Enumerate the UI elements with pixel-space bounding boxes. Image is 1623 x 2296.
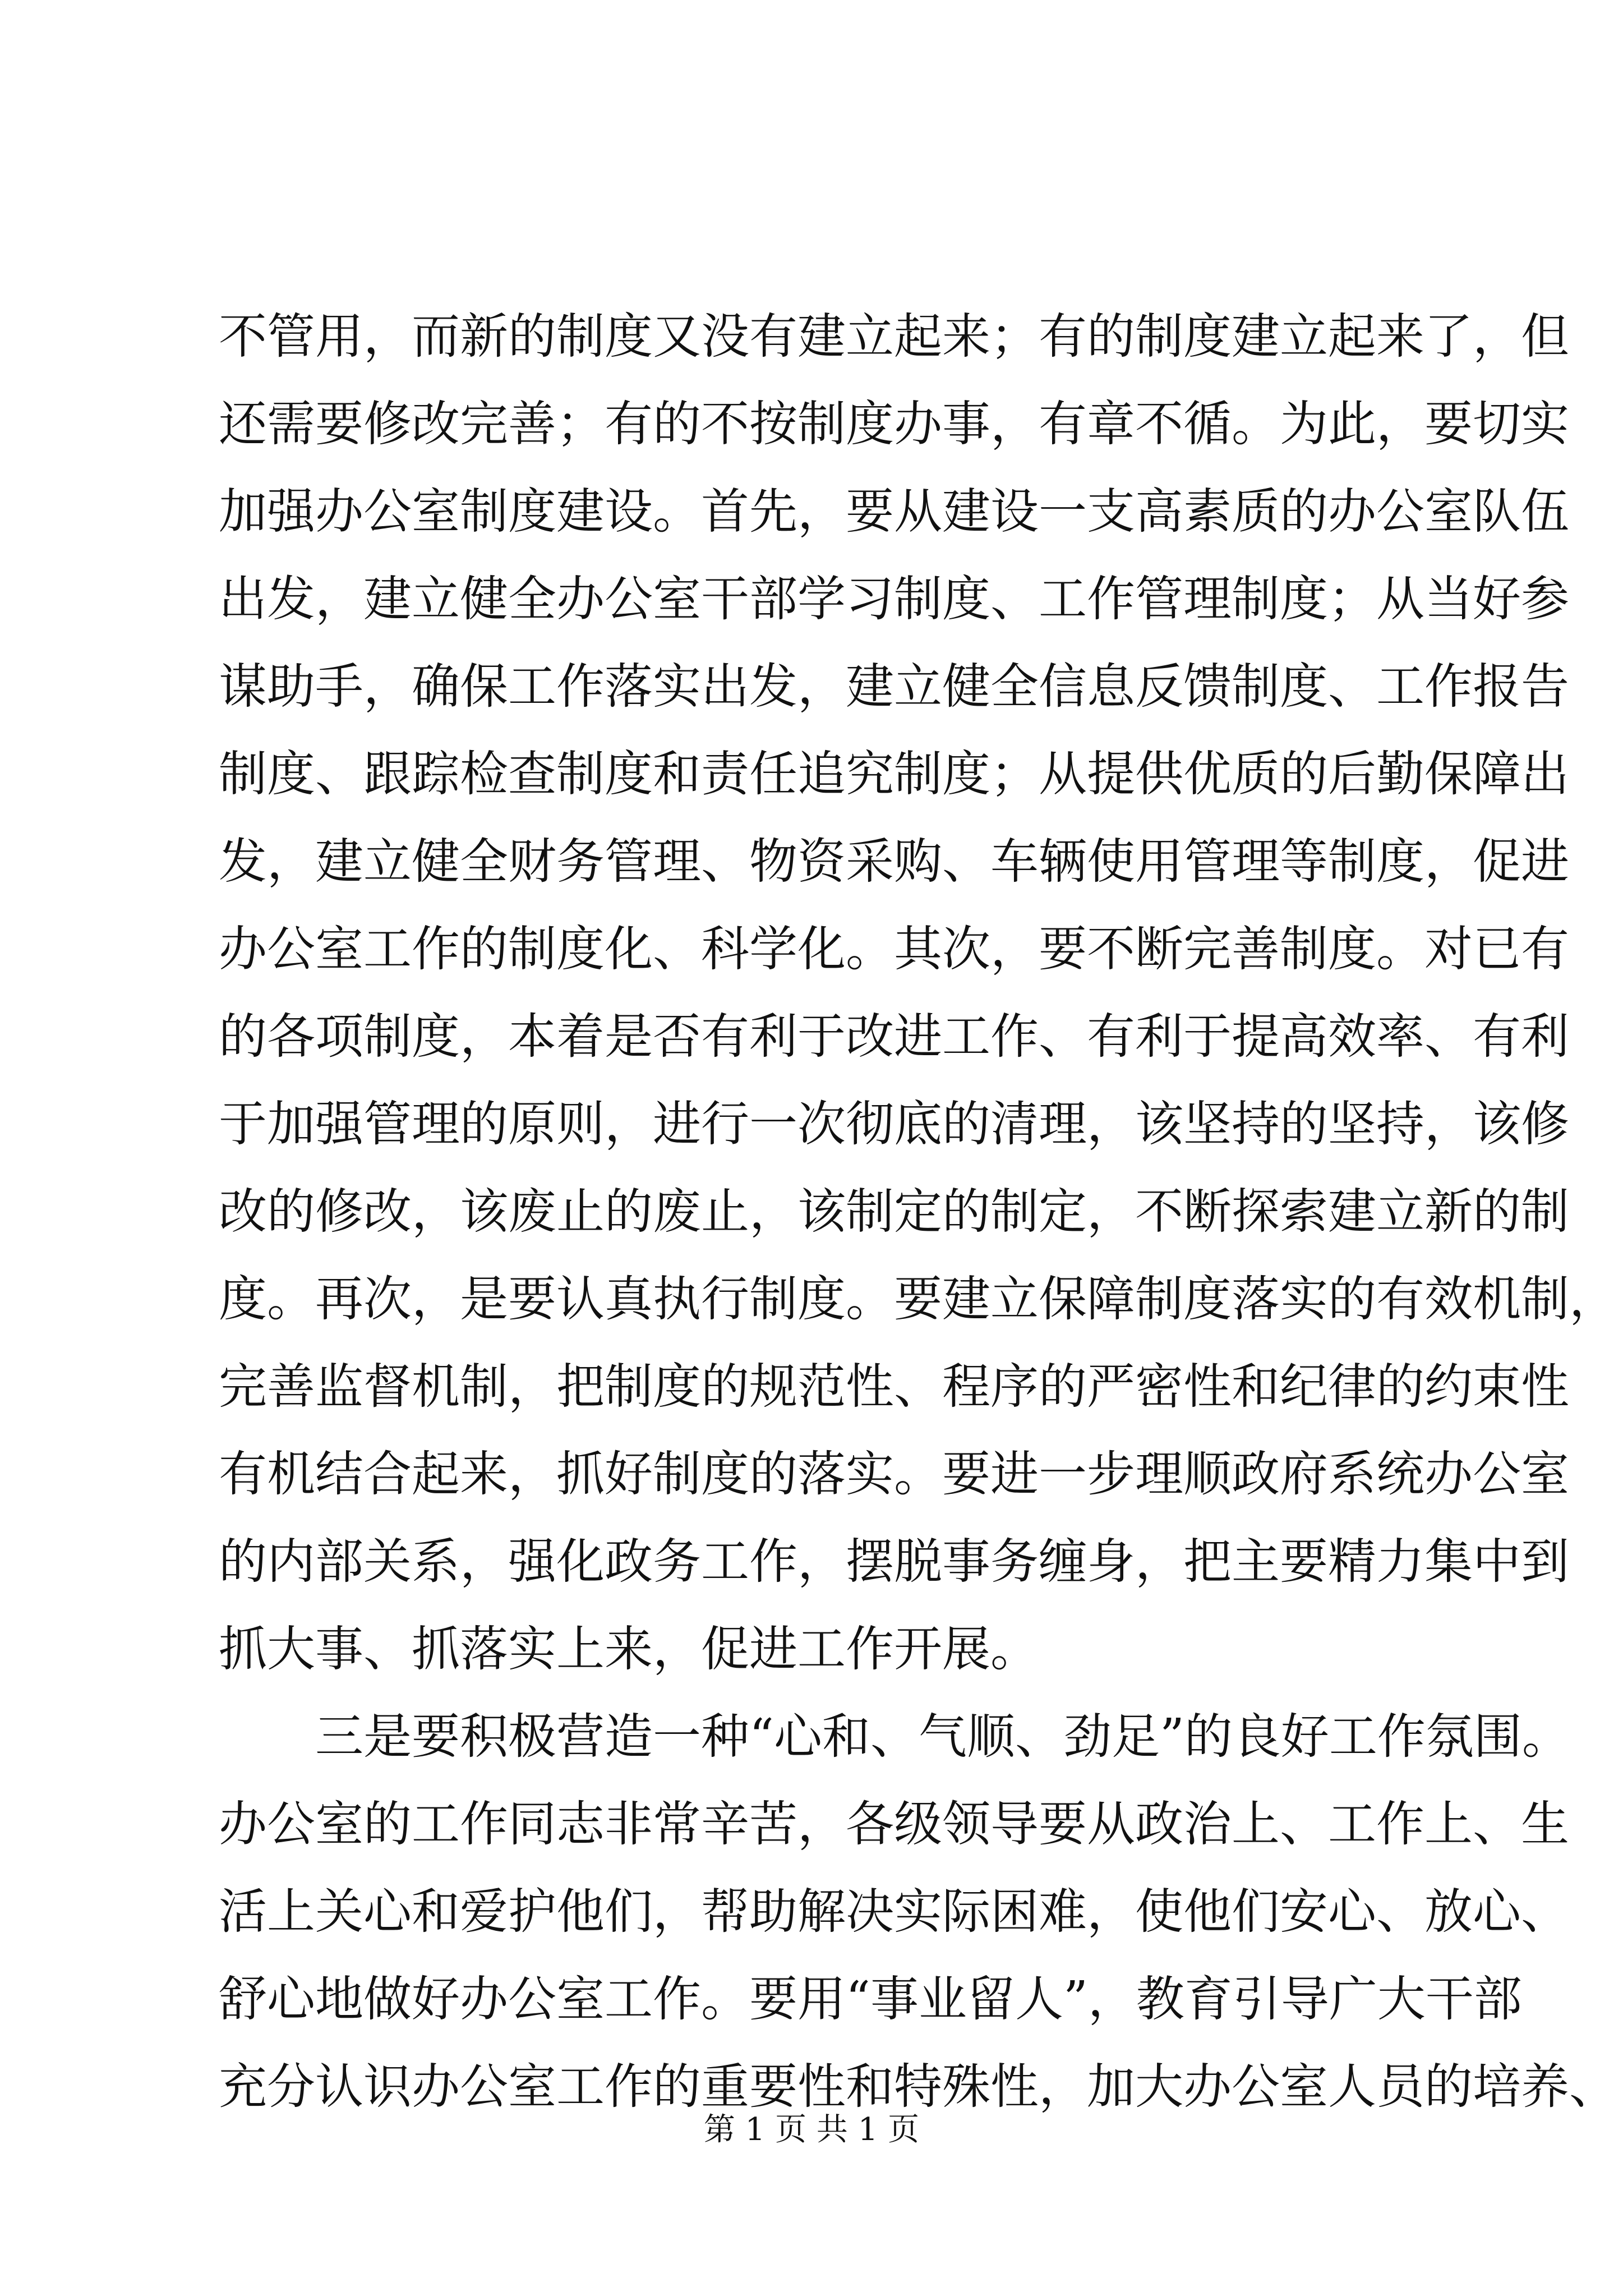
text-line-14: 有机结合起来，抓好制度的落实。要进一步理顺政府系统办公室	[219, 1446, 1569, 1502]
text-line-12: 度。再次，是要认真执行制度。要建立保障制度落实的有效机制，	[219, 1271, 1617, 1327]
text-line-15: 的内部关系，强化政务工作，摆脱事务缠身，把主要精力集中到	[219, 1534, 1569, 1590]
text-line-9: 的各项制度，本着是否有利于改进工作、有利于提高效率、有利	[219, 1009, 1569, 1065]
text-line-3: 加强办公室制度建设。首先，要从建设一支高素质的办公室队伍	[219, 484, 1569, 540]
page-footer: 第 1 页 共 1 页	[703, 2111, 920, 2148]
text-line-1: 不管用，而新的制度又没有建立起来；有的制度建立起来了，但	[219, 309, 1569, 365]
text-line-7: 发，建立健全财务管理、物资采购、车辆使用管理等制度，促进	[219, 834, 1569, 890]
text-line-19: 活上关心和爱护他们，帮助解决实际困难，使他们安心、放心、	[219, 1884, 1569, 1940]
text-line-5: 谋助手，确保工作落实出发，建立健全信息反馈制度、工作报告	[219, 659, 1569, 715]
text-line-10: 于加强管理的原则，进行一次彻底的清理，该坚持的坚持，该修	[219, 1096, 1569, 1152]
text-line-2: 还需要修改完善；有的不按制度办事，有章不循。为此，要切实	[219, 396, 1569, 452]
text-line-6: 制度、跟踪检查制度和责任追究制度；从提供优质的后勤保障出	[219, 746, 1569, 802]
body-text	[219, 293, 1617, 2131]
text-line-13: 完善监督机制，把制度的规范性、程序的严密性和纪律的约束性	[219, 1359, 1569, 1415]
text-line-8: 办公室工作的制度化、科学化。其次，要不断完善制度。对已有	[219, 921, 1569, 977]
text-line-21: 充分认识办公室工作的重要性和特殊性，加大办公室人员的培养、	[219, 2059, 1617, 2115]
text-line-20: 舒心地做好办公室工作。要用“事业留人”，教育引导广大干部	[219, 1971, 1522, 2027]
text-line-16: 抓大事、抓落实上来，促进工作开展。	[219, 1621, 1039, 1677]
text-line-11: 改的修改，该废止的废止，该制定的制定，不断探索建立新的制	[219, 1184, 1569, 1240]
text-line-18: 办公室的工作同志非常辛苦，各级领导要从政治上、工作上、生	[219, 1796, 1569, 1852]
text-line-4: 出发，建立健全办公室干部学习制度、工作管理制度；从当好参	[219, 571, 1569, 627]
text-line-17: 三是要积极营造一种“心和、气顺、劲足”的良好工作氛围。	[315, 1709, 1570, 1765]
